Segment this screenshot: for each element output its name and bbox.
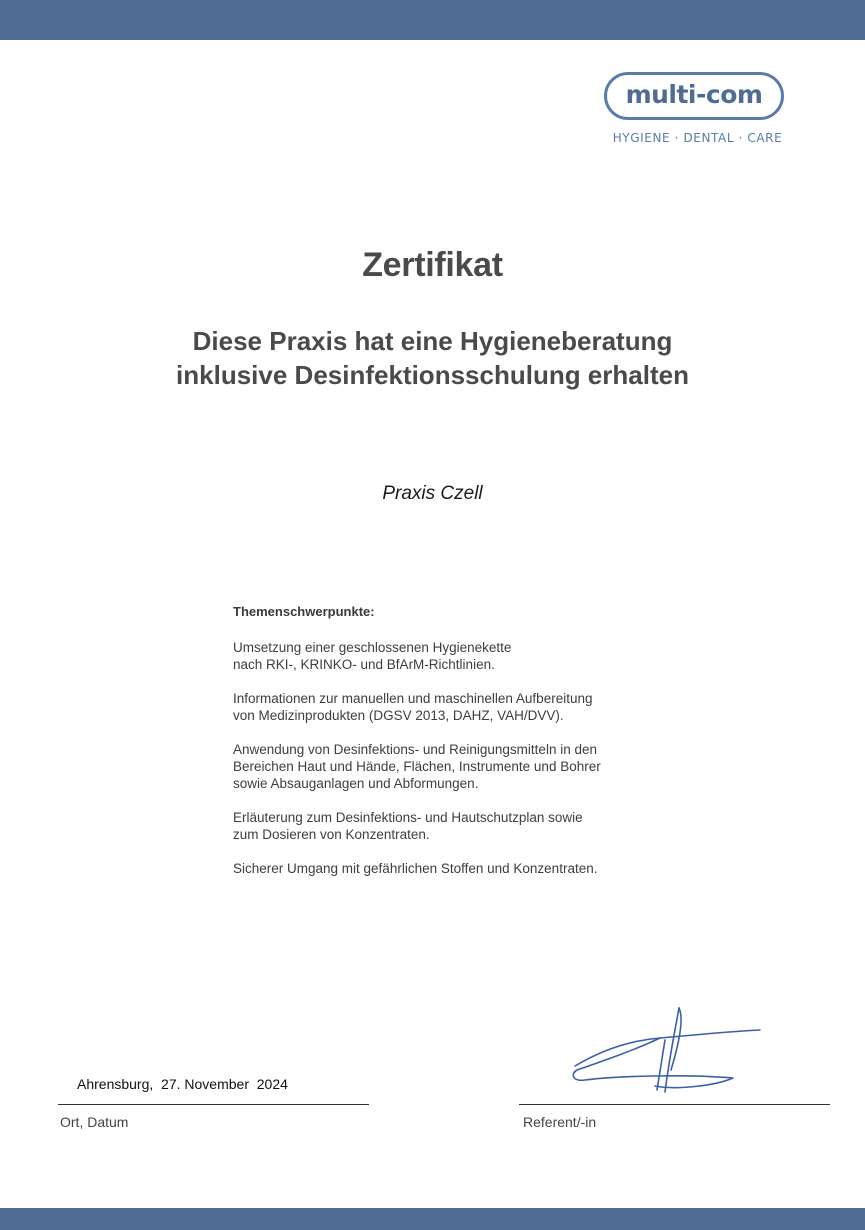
- topic-item: Informationen zur manuellen und maschinellen Aufbereitung von Medizinprodukten (DGSV 2013, DAHZ, VAH/DVV).: [233, 691, 593, 723]
- logo-tagline: HYGIENE · DENTAL · CARE: [612, 131, 783, 145]
- logo-wordmark: multi-com: [625, 80, 763, 109]
- certificate-title: Zertifikat: [362, 246, 503, 284]
- place-date-value: Ahrensburg, 27. November 2024: [77, 1076, 288, 1092]
- bottom-color-band: [0, 1208, 865, 1230]
- certificate-subtitle: [0, 324, 865, 392]
- topic-item: Umsetzung einer geschlossenen Hygienekette nach RKI-, KRINKO- und BfArM-Richtlinien.: [233, 640, 512, 672]
- topics-section: [233, 604, 673, 894]
- multi-com-logo: [600, 70, 795, 150]
- place-date-label: Ort, Datum: [60, 1114, 129, 1130]
- topic-item: Erläuterung zum Desinfektions- und Hautschutzplan sowie zum Dosieren von Konzentraten.: [233, 810, 583, 842]
- subtitle-line-1: Diese Praxis hat eine Hygieneberatung: [192, 326, 673, 356]
- subtitle-line-2: inklusive Desinfektionsschulung erhalten: [176, 360, 689, 390]
- place-date-signature-line: [58, 1104, 369, 1105]
- topics-heading: Themenschwerpunkte:: [233, 604, 375, 619]
- topic-item: Anwendung von Desinfektions- und Reinigungsmitteln in den Bereichen Haut und Hände, Flächen, Instrumente und Bohrer sowie Absauganlagen und Abformungen.: [233, 742, 601, 791]
- referent-label: Referent/-in: [523, 1114, 597, 1130]
- signature-icon: [565, 1000, 765, 1100]
- referent-signature-line: [519, 1104, 830, 1105]
- practice-name: Praxis Czell: [382, 483, 483, 504]
- topic-item: Sicherer Umgang mit gefährlichen Stoffen und Konzentraten.: [233, 861, 598, 876]
- top-color-band: [0, 0, 865, 40]
